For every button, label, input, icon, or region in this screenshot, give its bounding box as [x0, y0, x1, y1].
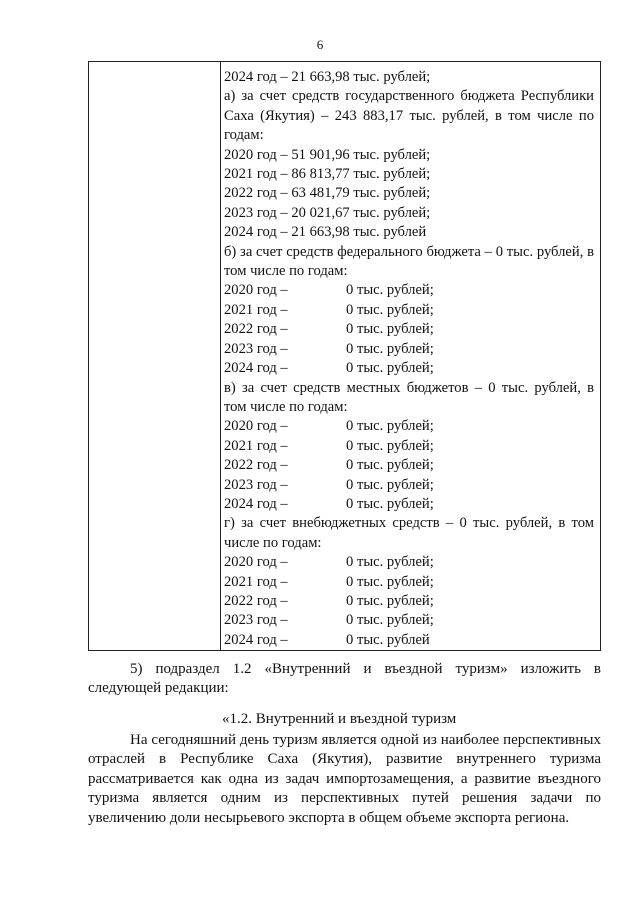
- table-line: [224, 553, 594, 572]
- table-line: [224, 456, 594, 475]
- table-line: [224, 495, 594, 514]
- table-line: [224, 592, 594, 611]
- funding-table: [88, 61, 601, 651]
- table-line-year: 2021 год –: [224, 437, 288, 454]
- table-line-year: 2023 год –: [224, 612, 288, 629]
- table-line-year: 2021 год –: [224, 301, 288, 318]
- table-line-amount: 0 тыс. рублей: [346, 631, 430, 648]
- table-line-amount: 0 тыс. рублей;: [346, 282, 434, 299]
- table-line-year: 2021 год –: [224, 573, 288, 590]
- table-line: [224, 417, 594, 436]
- table-line-amount: 0 тыс. рублей;: [346, 612, 434, 629]
- table-line-year: 2023 год –: [224, 340, 288, 357]
- table-line: 2024 год – 21 663,98 тыс. рублей;: [224, 69, 431, 85]
- table-line: 2022 год – 63 481,79 тыс. рублей;: [224, 185, 431, 202]
- table-line: г) за счет внебюджетных средств – 0 тыс. рублей, в том числе по годам:: [224, 515, 594, 551]
- table-line-amount: 0 тыс. рублей;: [346, 457, 434, 474]
- table-line: [224, 476, 594, 495]
- table-line: [224, 340, 594, 359]
- table-line-amount: 0 тыс. рублей;: [346, 554, 434, 571]
- table-line-year: 2020 год –: [224, 418, 288, 435]
- table-line-amount: 0 тыс. рублей;: [346, 301, 434, 318]
- table-line-year: 2022 год –: [224, 457, 288, 474]
- funding-table-content: [224, 68, 594, 650]
- table-line-year: 2024 год –: [224, 631, 288, 648]
- table-column-divider: [220, 62, 221, 650]
- section-heading: «1.2. Внутренний и въездной туризм: [222, 711, 457, 727]
- table-line: б) за счет средств федерального бюджета – 0 тыс. рублей, в том числе по годам:: [224, 243, 594, 280]
- table-line: [224, 320, 594, 339]
- table-line: [224, 631, 594, 650]
- table-line-year: 2022 год –: [224, 592, 288, 609]
- table-line-year: 2020 год –: [224, 554, 288, 571]
- table-line-amount: 0 тыс. рублей;: [346, 321, 434, 338]
- table-line: [224, 281, 594, 300]
- table-line-amount: 0 тыс. рублей;: [346, 418, 434, 435]
- paragraph-5: 5) подраздел 1.2 «Внутренний и въездной туризм» изложить в следующей редакции:: [88, 661, 601, 697]
- table-line: [224, 359, 594, 378]
- table-line: в) за счет средств местных бюджетов – 0 тыс. рублей, в том числе по годам:: [224, 379, 594, 415]
- table-line-year: 2023 год –: [224, 476, 288, 493]
- table-line-amount: 0 тыс. рублей;: [346, 437, 434, 454]
- table-line: [224, 611, 594, 630]
- table-line-year: 2024 год –: [224, 495, 288, 512]
- table-line-year: 2020 год –: [224, 282, 288, 299]
- table-line: 2020 год – 51 901,96 тыс. рублей;: [224, 146, 431, 163]
- table-line-year: 2022 год –: [224, 321, 288, 338]
- table-line-amount: 0 тыс. рублей;: [346, 573, 434, 590]
- main-paragraph: На сегодняшний день туризм является одной из наиболее перспективных отраслей в Республике Саха (Якутия), развитие внутреннего туризма рассматривается как одна из задач импортозамещения, а развитие въездного туризма является одним из перспективных путей решения задачи по увеличению доли несырьевого экспорта в общем объеме экспорта региона.: [88, 732, 601, 826]
- table-line: [224, 573, 594, 592]
- page-number: 6: [316, 37, 324, 52]
- table-line-amount: 0 тыс. рублей;: [346, 360, 434, 377]
- table-line: 2023 год – 20 021,67 тыс. рублей;: [224, 204, 431, 221]
- table-line: 2024 год – 21 663,98 тыс. рублей: [224, 224, 427, 241]
- table-line: 2021 год – 86 813,77 тыс. рублей;: [224, 166, 431, 183]
- table-line: а) за счет средств государственного бюджета Республики Саха (Якутия) – 243 883,17 тыс. рублей, в том числе по годам:: [224, 88, 594, 144]
- table-line: [224, 301, 594, 320]
- table-line-year: 2024 год –: [224, 360, 288, 377]
- table-line-amount: 0 тыс. рублей;: [346, 592, 434, 609]
- table-line-amount: 0 тыс. рублей;: [346, 495, 434, 512]
- table-line-amount: 0 тыс. рублей;: [346, 340, 434, 357]
- table-line: [224, 437, 594, 456]
- table-line-amount: 0 тыс. рублей;: [346, 476, 434, 493]
